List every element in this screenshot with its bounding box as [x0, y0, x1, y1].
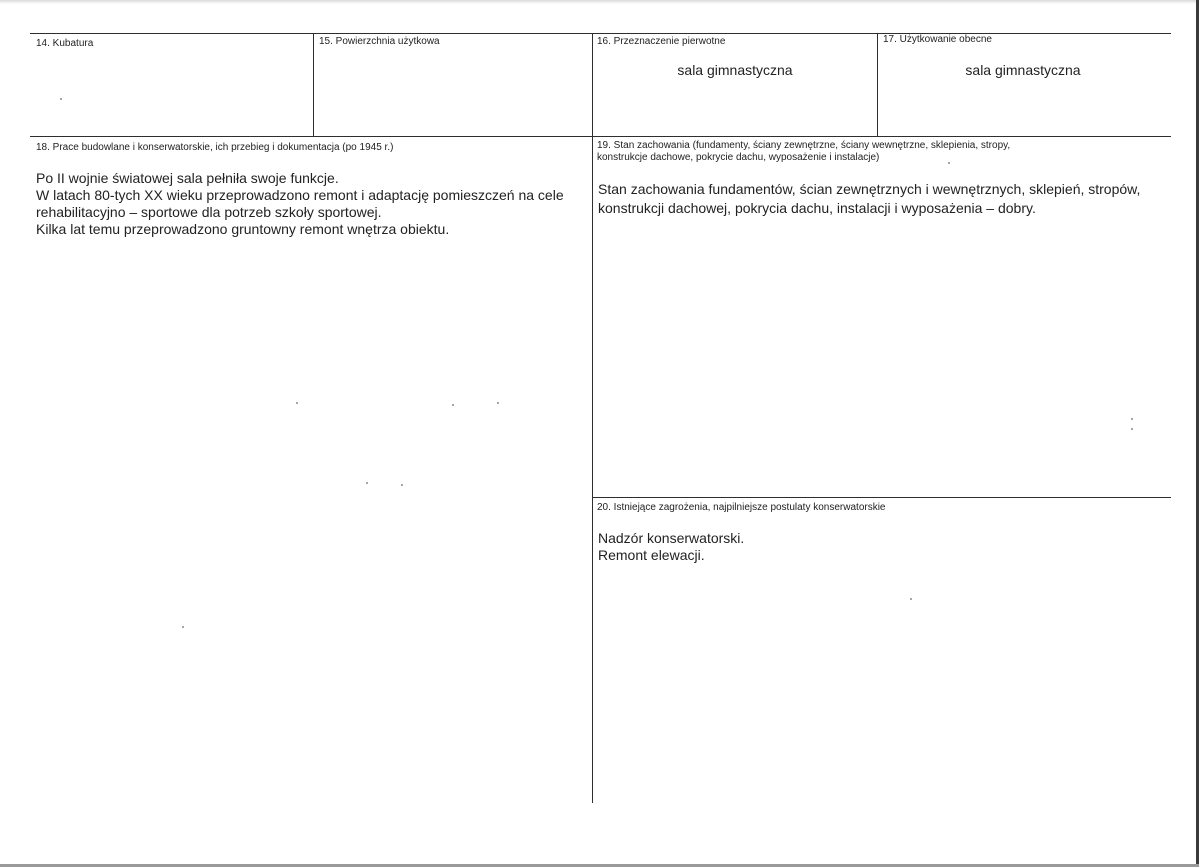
kubatura-label: 14. Kubatura: [36, 38, 94, 49]
scan-speck: [296, 402, 298, 404]
przeznaczenie-label: 16. Przeznaczenie pierwotne: [597, 36, 726, 47]
scan-speck: [182, 626, 184, 628]
stan-label-line2: konstrukcje dachowe, pokrycie dachu, wyposażenie i instalacje): [597, 152, 880, 163]
scan-speck: [60, 98, 62, 100]
scan-speck: [401, 484, 403, 486]
uzytkowanie-value: sala gimnastyczna: [965, 62, 1081, 78]
prace-paragraph: W latach 80-tych XX wieku przeprowadzono remont i adaptację pomieszczeń na cele rehabilitacyjno – sportowe dla potrzeb szkoły sportowej.: [36, 187, 564, 220]
scan-speck: [910, 598, 912, 600]
prace-label: 18. Prace budowlane i konserwatorskie, ich przebieg i dokumentacja (po 1945 r.): [36, 142, 394, 153]
scan-speck: [497, 402, 499, 404]
zagrozenia-line: Remont elewacji.: [598, 547, 705, 563]
col-divider-14-15: [313, 33, 314, 136]
scan-edge-top: [0, 0, 1199, 4]
powierzchnia-label: 15. Powierzchnia użytkowa: [319, 36, 440, 47]
stan-value: Stan zachowania fundamentów, ścian zewnętrznych i wewnętrznych, sklepień, stropów, konstrukcji dachowej, pokrycia dachu, instalacji i wyposażenia – dobry.: [598, 181, 1141, 216]
scan-speck: [1131, 428, 1133, 430]
prace-text: [36, 170, 584, 238]
col-divider-16-17: [877, 33, 878, 136]
scan-speck: [452, 404, 454, 406]
section19-20-divider: [593, 497, 1171, 498]
przeznaczenie-value: sala gimnastyczna: [677, 62, 793, 78]
scan-speck: [948, 162, 950, 164]
row1-top-border: [30, 33, 1171, 34]
scan-speck: [1131, 418, 1133, 420]
zagrozenia-label: 20. Istniejące zagrożenia, najpilniejsze postulaty konserwatorskie: [597, 502, 886, 513]
stan-label-line1: 19. Stan zachowania (fundamenty, ściany zewnętrzne, ściany wewnętrzne, sklepienia, stropy,: [597, 140, 1011, 151]
col-divider-main: [592, 33, 593, 803]
uzytkowanie-label: 17. Użytkowanie obecne: [883, 34, 992, 45]
zagrozenia-text: [598, 530, 1166, 564]
prace-paragraph: Kilka lat temu przeprowadzono gruntowny remont wnętrza obiektu.: [36, 221, 450, 237]
prace-paragraph: Po II wojnie światowej sala pełniła swoje funkcje.: [36, 170, 339, 186]
zagrozenia-line: Nadzór konserwatorski.: [598, 530, 745, 546]
row1-bottom-border: [30, 136, 1171, 137]
scan-speck: [366, 482, 368, 484]
